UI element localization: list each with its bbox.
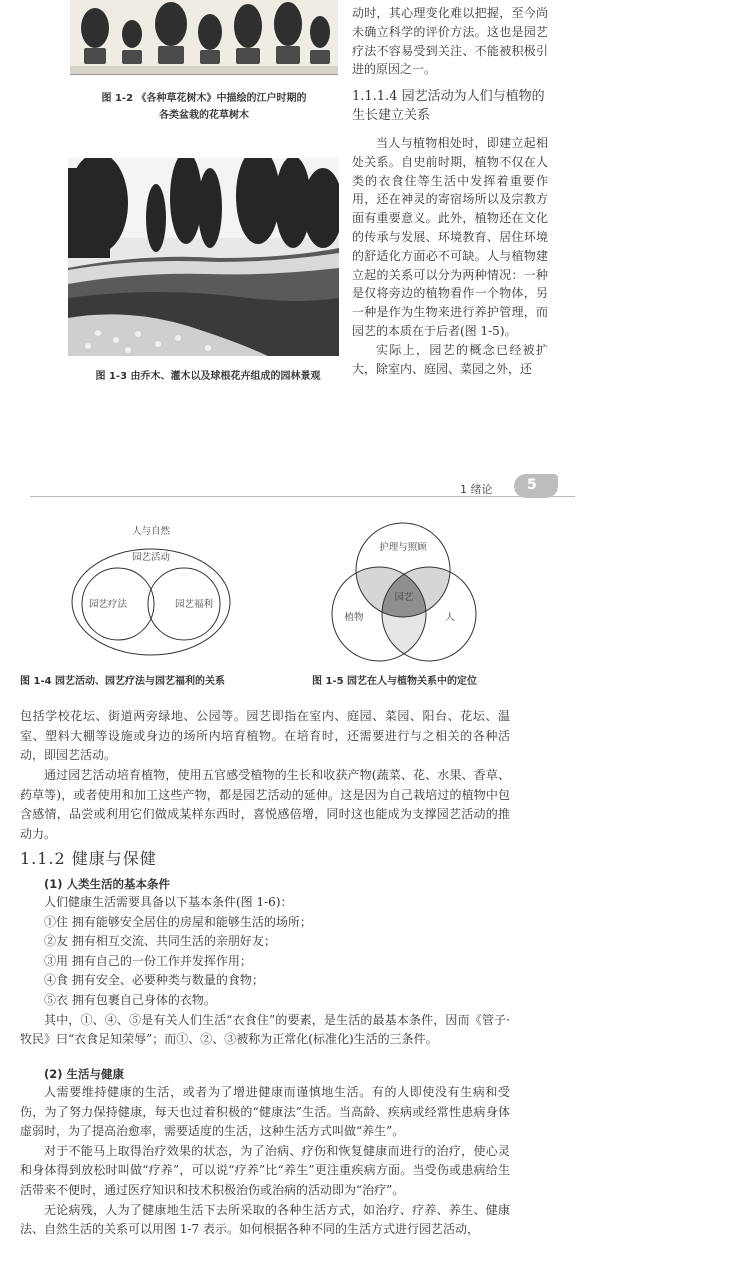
right-column-top-paragraph <box>352 4 548 79</box>
list-item-5: ⑤衣 拥有包裹自己身体的衣物。 <box>44 992 216 1007</box>
fig1-4-caption: 图 1-4 园艺活动、园艺疗法与园艺福利的关系 <box>20 676 226 687</box>
fig1-2-caption-line1: 图 1-2 《各种草花树木》中描绘的江户时期的 <box>101 93 307 104</box>
page-number-tab <box>514 474 558 498</box>
fig1-3-landscape-photo <box>68 158 339 356</box>
fig1-4-outer-label: 人与自然 <box>131 526 171 537</box>
fig1-4-middle-label: 园艺活动 <box>131 552 171 563</box>
right-col-continued-text: 动时，其心理变化难以把握，至今尚未确立科学的评价方法。这也是园艺疗法不容易受到关注、不能被积极引进的原因之一。 <box>352 6 548 77</box>
body-paragraph-2 <box>20 766 510 844</box>
body-para1-text: 包括学校花坛、街道两旁绿地、公园等。园艺即指在室内、庭园、菜园、阳台、花坛、温室、塑料大棚等设施或身边的场所内培育植物。在培育时，还需要进行与之相关的各种活动，即园艺活动。 <box>20 709 510 763</box>
body-para6-text: 无论病残，人为了健康地生活下去所采取的各种生活方式，如治疗、疗养、养生、健康法、自然生活的关系可以用图 1-7 表示。如何根据各种不同的生活方式进行园艺活动， <box>20 1202 510 1237</box>
fig1-5-right-label: 人 <box>445 612 455 623</box>
subheading-1: (1) 人类生活的基本条件 <box>44 877 171 891</box>
sub1-intro-text: 人们健康生活需要具备以下基本条件(图 1-6)： <box>44 895 293 909</box>
body-para5-text: 对于不能马上取得治疗效果的状态，为了治病、疗伤和恢复健康而进行的治疗，使心灵和身体得到放松时叫做“疗养”，可以说“疗养”比“养生”更注重疾病方面。当受伤或患病给生活带来不便时，通过医疗知识和技术积极治伤或治病的活动即为“治疗”。 <box>20 1143 510 1197</box>
body-para4-text: 人需要维持健康的生活，或者为了增进健康而谨慎地生活。有的人即使没有生病和受伤，为了努力保持健康，每天也过着积极的“健康法”生活。当高龄、疾病或经常性患病身体虚弱时，为了提高治愈率，需要适度的生活，这种生活方式叫做“养生”。 <box>20 1085 510 1139</box>
fig1-5-center-label: 园艺 <box>394 592 414 603</box>
fig1-4-right-label: 园艺福利 <box>174 599 214 610</box>
fig1-5-left-label: 植物 <box>344 612 364 623</box>
right-column-body <box>352 134 548 378</box>
fig1-5-caption: 图 1-5 园艺在人与植物关系中的定位 <box>312 676 478 687</box>
fig1-2-illustration <box>70 0 338 75</box>
section-1-1-2-heading: 1.1.2 健康与保健 <box>20 849 157 868</box>
fig1-2-caption-line2: 各类盆栽的花草树木 <box>159 110 249 121</box>
list-item-2: ②友 拥有相互交流、共同生活的亲朋好友； <box>44 934 276 949</box>
page-number: 5 <box>527 477 537 493</box>
body-para3-text: 其中，①、④、⑤是有关人们生活“衣食住”的要素，是生活的最基本条件，因而《管子·牧民》曰“衣食足知荣辱”；而①、②、③被称为正常化(标准化)生活的三条件。 <box>20 1012 510 1047</box>
fig1-3-caption: 图 1-3 由乔木、灌木以及球根花卉组成的园林景观 <box>95 371 321 382</box>
right-col-paragraph-1: 当人与植物相处时，即建立起相处关系。自史前时期，植物不仅在人类的衣食住等生活中发挥着重要作用，还在神灵的寄宿场所以及宗教方面有重要意义。此外，植物还在文化的传承与发展、环境教育、居住环境的舒适化方面必不可缺。人与植物建立起的关系可以分为两种情况：一种是仅将旁边的植物看作一个物体，另一种是作为生物来进行养护管理，而园艺的本质在于后者(图 1-5)。 <box>352 136 548 338</box>
section-1-1-1-4-heading: 1.1.1.4 园艺活动为人们与植物的生长建立关系 <box>352 89 545 123</box>
fig1-2-caption <box>70 90 338 124</box>
page-header-rule <box>30 496 575 497</box>
fig1-4-left-label: 园艺疗法 <box>88 599 128 610</box>
list-item-4: ④食 拥有安全、必要种类与数量的食物； <box>44 973 264 988</box>
fig1-5-top-label: 护理与照顾 <box>379 542 427 553</box>
list-item-1: ①住 拥有能够安全居住的房屋和能够生活的场所； <box>44 914 312 929</box>
right-col-paragraph-2: 实际上，园艺的概念已经被扩大，除室内、庭园、菜园之外，还 <box>352 342 548 376</box>
subheading-2: (2) 生活与健康 <box>44 1067 125 1081</box>
body-paragraph-1 <box>20 707 510 766</box>
fig1-4-venn-diagram <box>68 520 234 660</box>
fig1-5-venn-diagram <box>330 520 480 665</box>
chapter-label: 1 绪论 <box>460 483 493 496</box>
subsection-2-content <box>20 1083 510 1240</box>
subsection-1-content <box>20 893 510 1050</box>
body-para2-text: 通过园艺活动培育植物，使用五官感受植物的生长和收获产物(蔬菜、花、水果、香草、药草等)，或者使用和加工这些产物，都是园艺活动的延伸。这是因为自己栽培过的植物中包含感情，品尝或利用它们做成某样东西时，喜悦感倍增，同时这也能成为支撑园艺活动的推动力。 <box>20 768 510 841</box>
list-item-3: ③用 拥有自己的一份工作并发挥作用； <box>44 953 252 968</box>
